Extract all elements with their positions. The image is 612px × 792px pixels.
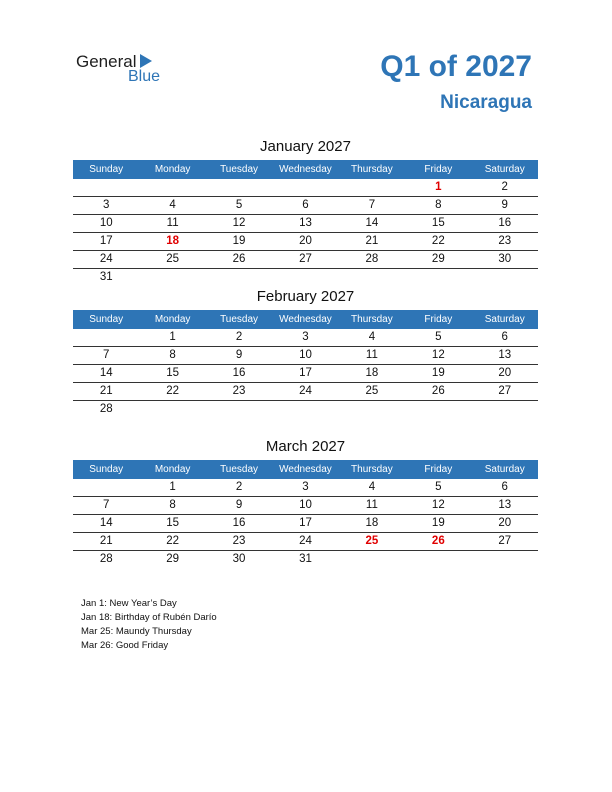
week-row (73, 269, 538, 286)
day-cell: 10 (299, 499, 312, 511)
day-cell: 19 (431, 367, 445, 379)
day-cell: 20 (498, 367, 512, 379)
day-cell: 20 (299, 235, 312, 247)
week-row (73, 179, 538, 197)
day-cell: 14 (365, 217, 379, 229)
day-cell: 13 (299, 217, 312, 229)
day-cell: 31 (299, 553, 312, 565)
day-cell: 23 (232, 535, 246, 547)
day-cell: 9 (235, 349, 243, 361)
weekday-header (73, 310, 538, 329)
month-title: March 2027 (265, 438, 346, 455)
empty-cell (139, 179, 205, 196)
month-january (73, 138, 538, 286)
day-cell: 11 (365, 349, 378, 361)
day-cell: 5 (235, 199, 243, 211)
day-cell: 15 (166, 367, 180, 379)
day-cell: 16 (232, 517, 246, 529)
day-cell: 3 (103, 199, 110, 211)
day-cell: 31 (99, 271, 113, 283)
day-cell: 6 (501, 331, 508, 343)
holiday-day-cell: 18 (166, 235, 180, 247)
logo-triangle-icon (140, 54, 152, 68)
empty-cell (206, 179, 272, 196)
weekday-label: Thursday (351, 314, 393, 325)
day-cell: 28 (99, 553, 113, 565)
empty-cell (339, 551, 405, 568)
weekday-label: Tuesday (220, 464, 259, 475)
day-cell: 19 (431, 517, 445, 529)
week-row (73, 233, 538, 251)
weekday-header (73, 460, 538, 479)
day-cell: 7 (103, 499, 110, 511)
day-cell: 5 (435, 331, 442, 343)
month-title: February 2027 (256, 288, 355, 305)
day-cell: 14 (99, 517, 113, 529)
holiday-item: Mar 25: Maundy Thursday (81, 626, 192, 637)
weekday-label: Wednesday (279, 164, 332, 175)
holiday-day-cell: 1 (435, 181, 442, 193)
day-cell: 25 (365, 385, 379, 397)
weekday-label: Friday (424, 314, 453, 325)
day-cell: 4 (169, 199, 176, 211)
weekday-label: Wednesday (279, 464, 332, 475)
day-cell: 24 (299, 535, 312, 547)
empty-cell (339, 269, 405, 286)
week-row (73, 197, 538, 215)
day-cell: 20 (498, 517, 512, 529)
holiday-item: Jan 18: Birthday of Rubén Darío (81, 612, 217, 623)
month-title: January 2027 (260, 138, 351, 155)
weekday-label: Saturday (484, 164, 525, 175)
day-cell: 30 (498, 253, 512, 265)
page-title: Q1 of 2027 (380, 50, 532, 83)
day-cell: 12 (431, 349, 445, 361)
weekday-label: Saturday (484, 464, 525, 475)
day-cell: 30 (232, 553, 246, 565)
empty-cell (73, 479, 139, 496)
day-cell: 23 (232, 385, 246, 397)
week-row (73, 533, 538, 551)
day-cell: 1 (169, 331, 176, 343)
day-cell: 17 (299, 517, 312, 529)
weekday-label: Thursday (351, 464, 393, 475)
day-cell: 26 (431, 385, 445, 397)
day-cell: 16 (232, 367, 246, 379)
day-cell: 10 (299, 349, 312, 361)
day-cell: 6 (302, 199, 309, 211)
day-cell: 22 (431, 235, 445, 247)
day-cell: 1 (169, 481, 176, 493)
empty-cell (139, 269, 205, 286)
month-march (73, 438, 538, 568)
country-name: Nicaragua (440, 92, 532, 113)
week-row (73, 251, 538, 269)
day-cell: 17 (299, 367, 312, 379)
empty-cell (272, 401, 338, 418)
logo-blue-text: Blue (128, 68, 161, 85)
empty-cell (339, 401, 405, 418)
logo-general-text: General (76, 52, 137, 71)
day-cell: 21 (99, 535, 113, 547)
empty-cell (405, 401, 471, 418)
week-row (73, 347, 538, 365)
empty-cell (206, 401, 272, 418)
day-cell: 27 (498, 535, 512, 547)
weekday-label: Monday (154, 164, 191, 175)
day-cell: 29 (431, 253, 445, 265)
day-cell: 21 (365, 235, 379, 247)
holiday-list (81, 597, 217, 653)
day-cell: 24 (299, 385, 312, 397)
day-cell: 15 (431, 217, 445, 229)
empty-cell (472, 551, 538, 568)
day-cell: 12 (431, 499, 445, 511)
day-cell: 7 (103, 349, 110, 361)
day-cell: 8 (435, 199, 442, 211)
weekday-label: Tuesday (220, 164, 259, 175)
day-cell: 21 (99, 385, 113, 397)
weekday-label: Sunday (89, 464, 124, 475)
weekday-label: Thursday (351, 164, 393, 175)
weekday-label: Monday (154, 464, 191, 475)
day-cell: 2 (501, 181, 508, 193)
day-cell: 5 (435, 481, 442, 493)
weekday-label: Tuesday (220, 314, 259, 325)
week-row (73, 329, 538, 347)
week-row (73, 551, 538, 568)
empty-cell (405, 269, 471, 286)
day-cell: 14 (99, 367, 113, 379)
day-cell: 22 (166, 535, 180, 547)
empty-cell (272, 269, 338, 286)
day-cell: 15 (166, 517, 180, 529)
weekday-label: Friday (424, 164, 453, 175)
empty-cell (139, 401, 205, 418)
weekday-label: Wednesday (279, 314, 332, 325)
week-row (73, 215, 538, 233)
day-cell: 26 (232, 253, 246, 265)
week-row (73, 365, 538, 383)
day-cell: 16 (498, 217, 512, 229)
weekday-label: Friday (424, 464, 453, 475)
day-cell: 13 (498, 499, 512, 511)
day-cell: 18 (365, 367, 379, 379)
day-cell: 27 (299, 253, 312, 265)
holiday-item: Jan 1: New Year’s Day (81, 598, 177, 609)
day-cell: 23 (498, 235, 512, 247)
weekday-header (73, 160, 538, 179)
day-cell: 10 (99, 217, 113, 229)
day-cell: 6 (501, 481, 508, 493)
month-february (73, 288, 538, 418)
day-cell: 4 (368, 481, 376, 493)
day-cell: 2 (235, 331, 243, 343)
day-cell: 12 (232, 217, 246, 229)
day-cell: 24 (99, 253, 113, 265)
weekday-label: Sunday (89, 164, 124, 175)
day-cell: 2 (235, 481, 243, 493)
day-cell: 27 (498, 385, 512, 397)
week-row (73, 383, 538, 401)
weekday-label: Sunday (89, 314, 124, 325)
week-row (73, 479, 538, 497)
weekday-label: Saturday (484, 314, 525, 325)
day-cell: 22 (166, 385, 180, 397)
empty-cell (206, 269, 272, 286)
day-cell: 19 (232, 235, 246, 247)
day-cell: 3 (302, 331, 309, 343)
week-row (73, 497, 538, 515)
week-row (73, 401, 538, 418)
holiday-day-cell: 25 (365, 535, 379, 547)
day-cell: 3 (302, 481, 309, 493)
day-cell: 7 (368, 199, 376, 211)
holiday-item: Mar 26: Good Friday (81, 640, 169, 651)
day-cell: 11 (365, 499, 378, 511)
empty-cell (339, 179, 405, 196)
day-cell: 4 (368, 331, 376, 343)
day-cell: 9 (501, 199, 508, 211)
empty-cell (405, 551, 471, 568)
day-cell: 11 (166, 217, 179, 229)
empty-cell (472, 401, 538, 418)
day-cell: 28 (365, 253, 379, 265)
empty-cell (472, 269, 538, 286)
day-cell: 13 (498, 349, 512, 361)
weekday-label: Monday (154, 314, 191, 325)
empty-cell (73, 179, 139, 196)
empty-cell (272, 179, 338, 196)
day-cell: 17 (99, 235, 113, 247)
day-cell: 28 (99, 403, 113, 415)
day-cell: 8 (169, 349, 176, 361)
week-row (73, 515, 538, 533)
holiday-day-cell: 26 (431, 535, 445, 547)
day-cell: 25 (166, 253, 180, 265)
day-cell: 29 (166, 553, 180, 565)
empty-cell (73, 329, 139, 346)
day-cell: 9 (235, 499, 243, 511)
day-cell: 18 (365, 517, 379, 529)
day-cell: 8 (169, 499, 176, 511)
logo (76, 52, 176, 92)
